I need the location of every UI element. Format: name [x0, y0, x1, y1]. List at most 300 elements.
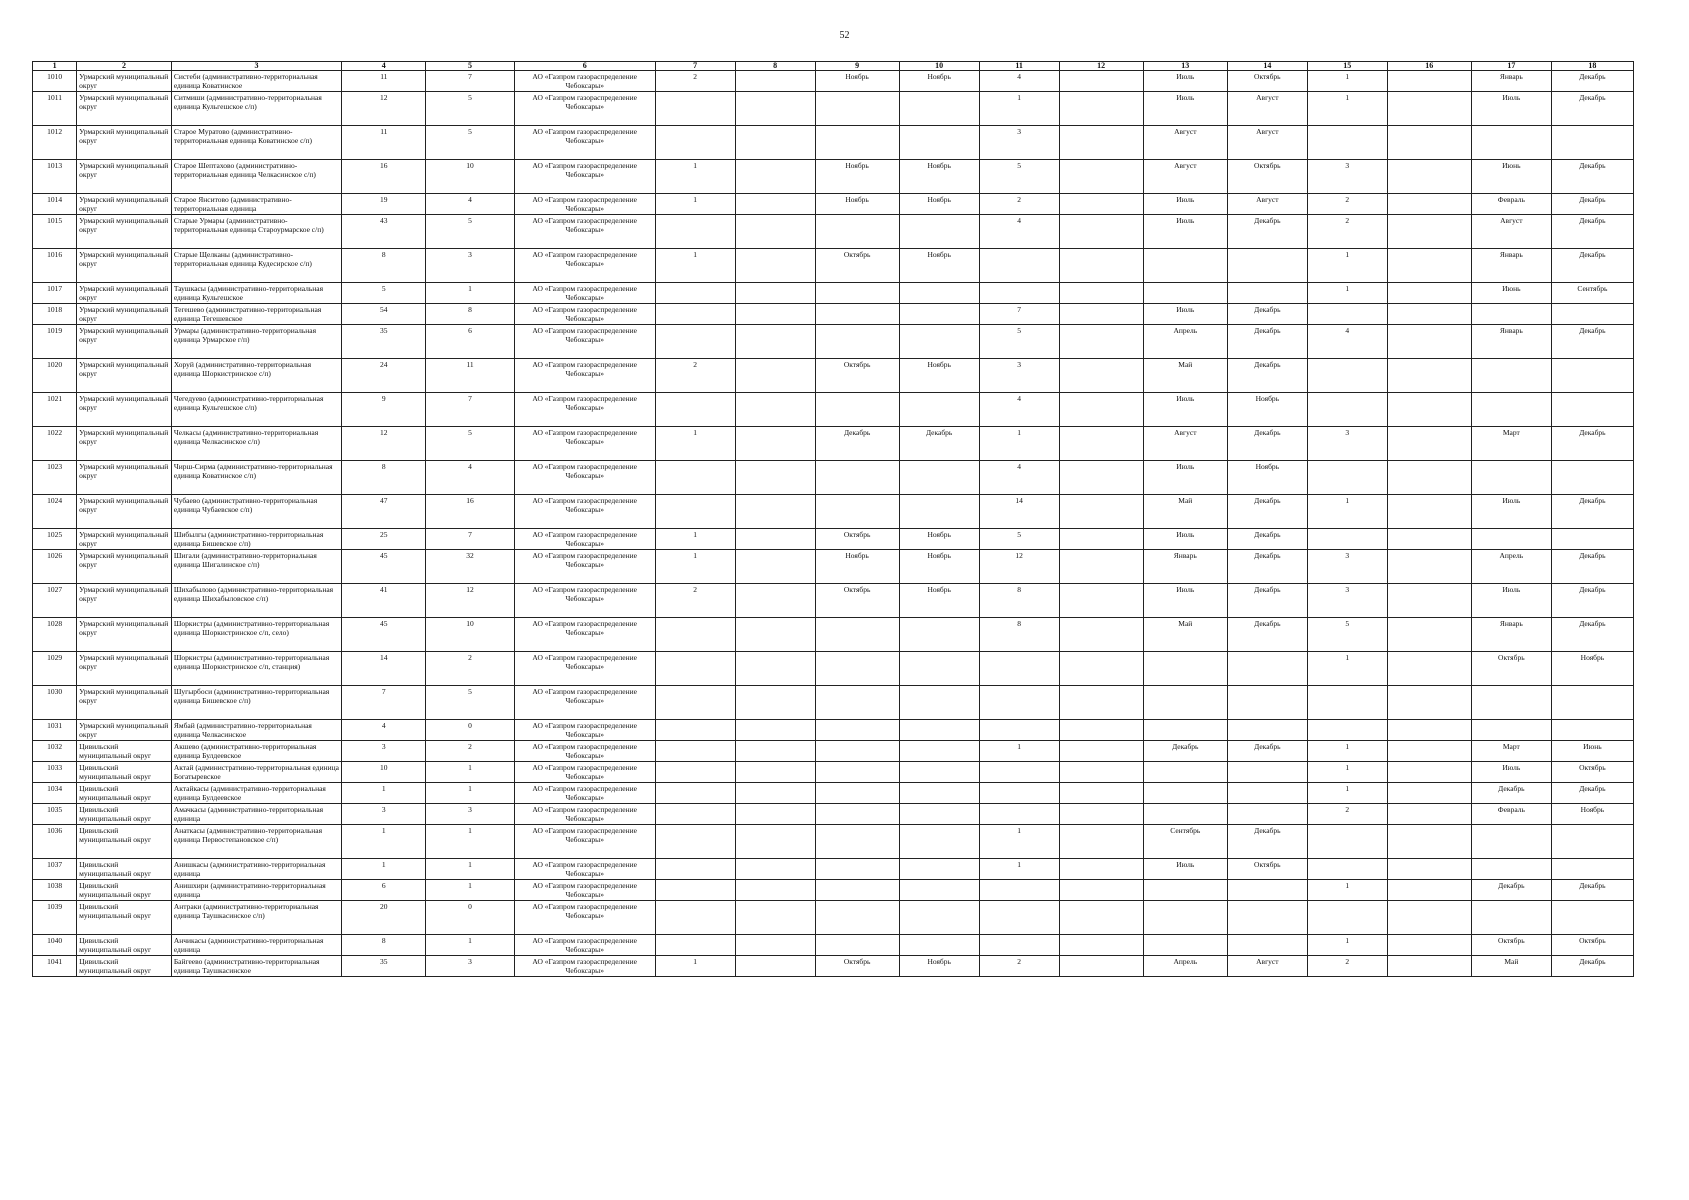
col9-cell: Ноябрь	[815, 194, 899, 215]
col5-cell: 6	[426, 325, 514, 359]
col9-cell	[815, 652, 899, 686]
col14-cell: Декабрь	[1227, 550, 1307, 584]
settlement-cell: Старое Шептахово (административно-территориальная единица Челкасинское с/п)	[171, 160, 341, 194]
col11-cell: 1	[979, 741, 1059, 762]
col13-cell: Июль	[1143, 461, 1227, 495]
settlement-cell: Шоркистры (административно-территориальная единица Шоркистринское с/п, село)	[171, 618, 341, 652]
col13-cell	[1143, 880, 1227, 901]
column-header: 4	[342, 62, 426, 71]
district-cell: Урмарский муниципальный округ	[77, 686, 172, 720]
district-cell: Цивильский муниципальный округ	[77, 956, 172, 977]
col15-cell	[1307, 359, 1387, 393]
col15-cell	[1307, 529, 1387, 550]
col12-cell	[1059, 71, 1143, 92]
organization-cell: АО «Газпром газораспределение Чебоксары»	[514, 618, 655, 652]
col15-cell: 1	[1307, 92, 1387, 126]
col13-cell	[1143, 804, 1227, 825]
organization-cell: АО «Газпром газораспределение Чебоксары»	[514, 935, 655, 956]
col16-cell	[1387, 92, 1471, 126]
col7-cell	[655, 720, 735, 741]
col9-cell	[815, 393, 899, 427]
col15-cell	[1307, 393, 1387, 427]
settlement-cell: Актай (административно-территориальная единица Богатыревское	[171, 762, 341, 783]
col17-cell: Июль	[1471, 92, 1551, 126]
col18-cell: Декабрь	[1551, 495, 1633, 529]
col15-cell: 1	[1307, 762, 1387, 783]
col12-cell	[1059, 935, 1143, 956]
col5-cell: 1	[426, 859, 514, 880]
col15-cell: 1	[1307, 935, 1387, 956]
district-cell: Цивильский муниципальный округ	[77, 880, 172, 901]
col16-cell	[1387, 584, 1471, 618]
row-number: 1010	[33, 71, 77, 92]
col13-cell: Июль	[1143, 194, 1227, 215]
col8-cell	[735, 880, 815, 901]
col18-cell	[1551, 304, 1633, 325]
col8-cell	[735, 825, 815, 859]
col18-cell: Декабрь	[1551, 956, 1633, 977]
col5-cell: 1	[426, 935, 514, 956]
col5-cell: 10	[426, 618, 514, 652]
col18-cell	[1551, 126, 1633, 160]
col15-cell: 1	[1307, 71, 1387, 92]
col5-cell: 12	[426, 584, 514, 618]
organization-cell: АО «Газпром газораспределение Чебоксары»	[514, 283, 655, 304]
col4-cell: 35	[342, 325, 426, 359]
row-number: 1014	[33, 194, 77, 215]
col9-cell	[815, 720, 899, 741]
col7-cell: 1	[655, 160, 735, 194]
organization-cell: АО «Газпром газораспределение Чебоксары»	[514, 325, 655, 359]
col14-cell: Декабрь	[1227, 584, 1307, 618]
col8-cell	[735, 92, 815, 126]
col17-cell	[1471, 529, 1551, 550]
table-row	[33, 126, 1634, 160]
col8-cell	[735, 126, 815, 160]
district-cell: Урмарский муниципальный округ	[77, 215, 172, 249]
col14-cell: Ноябрь	[1227, 393, 1307, 427]
table-row	[33, 880, 1634, 901]
col18-cell	[1551, 359, 1633, 393]
settlement-cell: Таушкасы (административно-территориальная единица Кульгешское	[171, 283, 341, 304]
col16-cell	[1387, 304, 1471, 325]
col15-cell: 1	[1307, 495, 1387, 529]
organization-cell: АО «Газпром газораспределение Чебоксары»	[514, 126, 655, 160]
table-row	[33, 71, 1634, 92]
col12-cell	[1059, 529, 1143, 550]
col10-cell	[899, 901, 979, 935]
col7-cell: 1	[655, 249, 735, 283]
col16-cell	[1387, 859, 1471, 880]
col18-cell	[1551, 393, 1633, 427]
organization-cell: АО «Газпром газораспределение Чебоксары»	[514, 720, 655, 741]
col18-cell: Декабрь	[1551, 618, 1633, 652]
col12-cell	[1059, 720, 1143, 741]
col8-cell	[735, 741, 815, 762]
row-number: 1036	[33, 825, 77, 859]
col11-cell: 3	[979, 359, 1059, 393]
col15-cell: 3	[1307, 160, 1387, 194]
col10-cell	[899, 741, 979, 762]
row-number: 1040	[33, 935, 77, 956]
column-header: 16	[1387, 62, 1471, 71]
col17-cell: Январь	[1471, 71, 1551, 92]
table-row	[33, 92, 1634, 126]
col10-cell	[899, 880, 979, 901]
col15-cell: 5	[1307, 618, 1387, 652]
organization-cell: АО «Газпром газораспределение Чебоксары»	[514, 529, 655, 550]
col16-cell	[1387, 783, 1471, 804]
row-number: 1020	[33, 359, 77, 393]
col16-cell	[1387, 160, 1471, 194]
col4-cell: 16	[342, 160, 426, 194]
col8-cell	[735, 935, 815, 956]
col11-cell: 5	[979, 529, 1059, 550]
col16-cell	[1387, 461, 1471, 495]
col7-cell	[655, 393, 735, 427]
col8-cell	[735, 495, 815, 529]
col8-cell	[735, 686, 815, 720]
col12-cell	[1059, 652, 1143, 686]
col7-cell	[655, 495, 735, 529]
col10-cell: Ноябрь	[899, 160, 979, 194]
district-cell: Цивильский муниципальный округ	[77, 762, 172, 783]
column-header: 18	[1551, 62, 1633, 71]
organization-cell: АО «Газпром газораспределение Чебоксары»	[514, 901, 655, 935]
settlement-cell: Ямбай (административно-территориальная единица Челкасинское	[171, 720, 341, 741]
col13-cell: Июль	[1143, 304, 1227, 325]
table-header-row	[33, 62, 1634, 71]
col12-cell	[1059, 804, 1143, 825]
col12-cell	[1059, 461, 1143, 495]
col12-cell	[1059, 901, 1143, 935]
col5-cell: 7	[426, 393, 514, 427]
row-number: 1035	[33, 804, 77, 825]
district-cell: Цивильский муниципальный округ	[77, 804, 172, 825]
table-row	[33, 215, 1634, 249]
col18-cell: Ноябрь	[1551, 804, 1633, 825]
col10-cell	[899, 720, 979, 741]
col16-cell	[1387, 652, 1471, 686]
col18-cell: Декабрь	[1551, 92, 1633, 126]
column-header: 9	[815, 62, 899, 71]
col9-cell: Октябрь	[815, 249, 899, 283]
col12-cell	[1059, 783, 1143, 804]
col12-cell	[1059, 686, 1143, 720]
col8-cell	[735, 249, 815, 283]
col12-cell	[1059, 92, 1143, 126]
col10-cell	[899, 92, 979, 126]
col16-cell	[1387, 249, 1471, 283]
col18-cell: Декабрь	[1551, 325, 1633, 359]
col18-cell	[1551, 720, 1633, 741]
col7-cell	[655, 126, 735, 160]
col8-cell	[735, 550, 815, 584]
district-cell: Цивильский муниципальный округ	[77, 825, 172, 859]
col4-cell: 45	[342, 618, 426, 652]
col7-cell: 2	[655, 359, 735, 393]
row-number: 1028	[33, 618, 77, 652]
table-row	[33, 783, 1634, 804]
col15-cell: 1	[1307, 741, 1387, 762]
col14-cell	[1227, 804, 1307, 825]
col4-cell: 45	[342, 550, 426, 584]
col12-cell	[1059, 393, 1143, 427]
district-cell: Урмарский муниципальный округ	[77, 495, 172, 529]
col11-cell	[979, 901, 1059, 935]
col9-cell	[815, 325, 899, 359]
row-number: 1037	[33, 859, 77, 880]
col14-cell	[1227, 901, 1307, 935]
col10-cell: Ноябрь	[899, 529, 979, 550]
col11-cell: 4	[979, 71, 1059, 92]
col16-cell	[1387, 804, 1471, 825]
settlement-cell: Чегедуево (административно-территориальная единица Кульгешское с/п)	[171, 393, 341, 427]
col17-cell: Август	[1471, 215, 1551, 249]
row-number: 1038	[33, 880, 77, 901]
col5-cell: 5	[426, 215, 514, 249]
col16-cell	[1387, 427, 1471, 461]
col18-cell: Декабрь	[1551, 550, 1633, 584]
col16-cell	[1387, 686, 1471, 720]
district-cell: Цивильский муниципальный округ	[77, 783, 172, 804]
col7-cell	[655, 901, 735, 935]
col16-cell	[1387, 71, 1471, 92]
settlement-cell: Систеби (административно-территориальная единица Коватинское	[171, 71, 341, 92]
col9-cell	[815, 686, 899, 720]
row-number: 1026	[33, 550, 77, 584]
row-number: 1031	[33, 720, 77, 741]
row-number: 1030	[33, 686, 77, 720]
table-row	[33, 956, 1634, 977]
col18-cell	[1551, 686, 1633, 720]
row-number: 1041	[33, 956, 77, 977]
col13-cell: Июль	[1143, 92, 1227, 126]
col13-cell: Июль	[1143, 71, 1227, 92]
col10-cell	[899, 283, 979, 304]
col10-cell: Ноябрь	[899, 550, 979, 584]
col18-cell: Декабрь	[1551, 194, 1633, 215]
table-row	[33, 825, 1634, 859]
district-cell: Урмарский муниципальный округ	[77, 92, 172, 126]
col10-cell	[899, 325, 979, 359]
col18-cell	[1551, 825, 1633, 859]
col13-cell: Август	[1143, 427, 1227, 461]
district-cell: Урмарский муниципальный округ	[77, 584, 172, 618]
col17-cell: Декабрь	[1471, 783, 1551, 804]
col13-cell: Январь	[1143, 550, 1227, 584]
col11-cell: 1	[979, 92, 1059, 126]
col14-cell: Декабрь	[1227, 529, 1307, 550]
col7-cell	[655, 762, 735, 783]
row-number: 1015	[33, 215, 77, 249]
col13-cell	[1143, 720, 1227, 741]
table-row	[33, 584, 1634, 618]
table-row	[33, 194, 1634, 215]
col11-cell: 7	[979, 304, 1059, 325]
organization-cell: АО «Газпром газораспределение Чебоксары»	[514, 825, 655, 859]
col8-cell	[735, 393, 815, 427]
col10-cell	[899, 825, 979, 859]
col14-cell: Август	[1227, 126, 1307, 160]
col10-cell: Ноябрь	[899, 194, 979, 215]
col5-cell: 3	[426, 804, 514, 825]
table-row	[33, 550, 1634, 584]
col5-cell: 1	[426, 783, 514, 804]
col4-cell: 4	[342, 720, 426, 741]
settlement-cell: Анишкасы (административно-территориальная единица	[171, 859, 341, 880]
col5-cell: 7	[426, 71, 514, 92]
col8-cell	[735, 427, 815, 461]
col14-cell	[1227, 720, 1307, 741]
col13-cell	[1143, 783, 1227, 804]
settlement-cell: Шоркистры (административно-территориальная единица Шоркистринское с/п, станция)	[171, 652, 341, 686]
col8-cell	[735, 215, 815, 249]
col9-cell: Октябрь	[815, 956, 899, 977]
col9-cell	[815, 461, 899, 495]
row-number: 1012	[33, 126, 77, 160]
col16-cell	[1387, 935, 1471, 956]
district-cell: Урмарский муниципальный округ	[77, 720, 172, 741]
col10-cell	[899, 686, 979, 720]
col15-cell: 2	[1307, 194, 1387, 215]
col17-cell: Октябрь	[1471, 652, 1551, 686]
col4-cell: 11	[342, 126, 426, 160]
col9-cell: Ноябрь	[815, 550, 899, 584]
col18-cell: Декабрь	[1551, 783, 1633, 804]
col7-cell	[655, 825, 735, 859]
col12-cell	[1059, 215, 1143, 249]
col7-cell	[655, 859, 735, 880]
col13-cell	[1143, 249, 1227, 283]
col4-cell: 8	[342, 461, 426, 495]
col13-cell: Декабрь	[1143, 741, 1227, 762]
col12-cell	[1059, 325, 1143, 359]
col12-cell	[1059, 825, 1143, 859]
col11-cell	[979, 686, 1059, 720]
col5-cell: 11	[426, 359, 514, 393]
col5-cell: 32	[426, 550, 514, 584]
col17-cell	[1471, 304, 1551, 325]
col7-cell	[655, 652, 735, 686]
col10-cell: Ноябрь	[899, 956, 979, 977]
col4-cell: 10	[342, 762, 426, 783]
col10-cell	[899, 495, 979, 529]
table-row	[33, 652, 1634, 686]
col10-cell	[899, 935, 979, 956]
col16-cell	[1387, 529, 1471, 550]
col16-cell	[1387, 880, 1471, 901]
settlement-cell: Старые Щелканы (административно-территориальная единица Кудесирское с/п)	[171, 249, 341, 283]
col5-cell: 3	[426, 249, 514, 283]
col16-cell	[1387, 495, 1471, 529]
col12-cell	[1059, 160, 1143, 194]
col5-cell: 2	[426, 741, 514, 762]
col4-cell: 54	[342, 304, 426, 325]
col18-cell: Декабрь	[1551, 160, 1633, 194]
column-header: 7	[655, 62, 735, 71]
col10-cell	[899, 215, 979, 249]
col12-cell	[1059, 427, 1143, 461]
col4-cell: 1	[342, 825, 426, 859]
col16-cell	[1387, 762, 1471, 783]
col16-cell	[1387, 956, 1471, 977]
col18-cell: Ноябрь	[1551, 652, 1633, 686]
col5-cell: 2	[426, 652, 514, 686]
col4-cell: 3	[342, 804, 426, 825]
organization-cell: АО «Газпром газораспределение Чебоксары»	[514, 461, 655, 495]
col16-cell	[1387, 194, 1471, 215]
col14-cell: Декабрь	[1227, 325, 1307, 359]
settlement-cell: Ситмиши (административно-территориальная единица Кульгешское с/п)	[171, 92, 341, 126]
col14-cell	[1227, 880, 1307, 901]
district-cell: Цивильский муниципальный округ	[77, 741, 172, 762]
column-header: 8	[735, 62, 815, 71]
col18-cell	[1551, 859, 1633, 880]
col11-cell: 1	[979, 825, 1059, 859]
col12-cell	[1059, 584, 1143, 618]
table-body	[33, 71, 1634, 977]
col5-cell: 4	[426, 461, 514, 495]
col10-cell	[899, 783, 979, 804]
organization-cell: АО «Газпром газораспределение Чебоксары»	[514, 762, 655, 783]
row-number: 1019	[33, 325, 77, 359]
col18-cell: Декабрь	[1551, 215, 1633, 249]
col4-cell: 25	[342, 529, 426, 550]
table-row	[33, 804, 1634, 825]
table-row	[33, 283, 1634, 304]
col14-cell: Декабрь	[1227, 215, 1307, 249]
row-number: 1022	[33, 427, 77, 461]
col9-cell	[815, 215, 899, 249]
col15-cell: 4	[1307, 325, 1387, 359]
col17-cell: Январь	[1471, 249, 1551, 283]
row-number: 1039	[33, 901, 77, 935]
col12-cell	[1059, 495, 1143, 529]
col15-cell	[1307, 461, 1387, 495]
col14-cell: Декабрь	[1227, 825, 1307, 859]
settlement-cell: Чубаево (административно-территориальная единица Чубаевское с/п)	[171, 495, 341, 529]
col12-cell	[1059, 283, 1143, 304]
district-cell: Урмарский муниципальный округ	[77, 461, 172, 495]
col15-cell: 2	[1307, 215, 1387, 249]
col13-cell: Май	[1143, 359, 1227, 393]
settlement-cell: Урмары (административно-территориальная единица Урмарское г/п)	[171, 325, 341, 359]
col14-cell: Ноябрь	[1227, 461, 1307, 495]
gasification-schedule-table	[32, 61, 1634, 977]
table-row	[33, 741, 1634, 762]
col5-cell: 7	[426, 529, 514, 550]
col8-cell	[735, 304, 815, 325]
col7-cell: 1	[655, 194, 735, 215]
organization-cell: АО «Газпром газораспределение Чебоксары»	[514, 804, 655, 825]
col17-cell	[1471, 126, 1551, 160]
col11-cell	[979, 762, 1059, 783]
district-cell: Урмарский муниципальный округ	[77, 652, 172, 686]
table-row	[33, 393, 1634, 427]
col4-cell: 7	[342, 686, 426, 720]
col15-cell: 1	[1307, 652, 1387, 686]
col17-cell	[1471, 461, 1551, 495]
col11-cell: 5	[979, 325, 1059, 359]
col12-cell	[1059, 859, 1143, 880]
col16-cell	[1387, 359, 1471, 393]
col16-cell	[1387, 126, 1471, 160]
col9-cell: Ноябрь	[815, 160, 899, 194]
col11-cell: 3	[979, 126, 1059, 160]
organization-cell: АО «Газпром газораспределение Чебоксары»	[514, 92, 655, 126]
col5-cell: 1	[426, 825, 514, 859]
